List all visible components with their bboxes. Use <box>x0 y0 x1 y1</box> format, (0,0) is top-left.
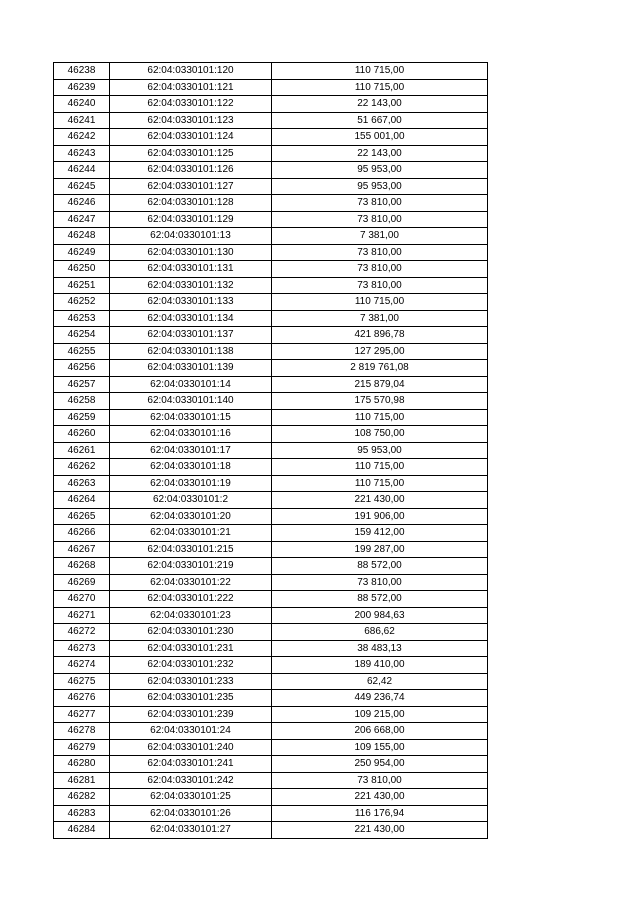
row-number-cell: 46262 <box>54 459 110 476</box>
cadastral-value-cell: 200 984,63 <box>272 607 488 624</box>
cadastral-number-cell: 62:04:0330101:140 <box>110 393 272 410</box>
row-number-cell: 46255 <box>54 343 110 360</box>
cadastral-number-cell: 62:04:0330101:222 <box>110 591 272 608</box>
cadastral-value-cell: 175 570,98 <box>272 393 488 410</box>
table-row <box>54 376 488 393</box>
cadastral-number-cell: 62:04:0330101:25 <box>110 789 272 806</box>
table-row <box>54 211 488 228</box>
cadastral-value-cell: 686,62 <box>272 624 488 641</box>
cadastral-number-cell: 62:04:0330101:232 <box>110 657 272 674</box>
table-row <box>54 145 488 162</box>
cadastral-value-cell: 206 668,00 <box>272 723 488 740</box>
row-number-cell: 46253 <box>54 310 110 327</box>
row-number-cell: 46257 <box>54 376 110 393</box>
cadastral-number-cell: 62:04:0330101:131 <box>110 261 272 278</box>
row-number-cell: 46250 <box>54 261 110 278</box>
cadastral-value-cell: 95 953,00 <box>272 162 488 179</box>
cadastral-value-cell: 73 810,00 <box>272 211 488 228</box>
row-number-cell: 46264 <box>54 492 110 509</box>
cadastral-value-cell: 73 810,00 <box>272 195 488 212</box>
table-row <box>54 327 488 344</box>
table-row <box>54 805 488 822</box>
cadastral-value-cell: 110 715,00 <box>272 294 488 311</box>
table-row <box>54 244 488 261</box>
cadastral-number-cell: 62:04:0330101:231 <box>110 640 272 657</box>
cadastral-value-cell: 88 572,00 <box>272 558 488 575</box>
cadastral-value-cell: 7 381,00 <box>272 310 488 327</box>
row-number-cell: 46254 <box>54 327 110 344</box>
row-number-cell: 46277 <box>54 706 110 723</box>
cadastral-number-cell: 62:04:0330101:22 <box>110 574 272 591</box>
table-row <box>54 508 488 525</box>
table-body <box>54 63 488 839</box>
table-row <box>54 79 488 96</box>
cadastral-number-cell: 62:04:0330101:138 <box>110 343 272 360</box>
row-number-cell: 46282 <box>54 789 110 806</box>
table-row <box>54 690 488 707</box>
table-row <box>54 129 488 146</box>
table-row <box>54 426 488 443</box>
row-number-cell: 46259 <box>54 409 110 426</box>
row-number-cell: 46280 <box>54 756 110 773</box>
cadastral-number-cell: 62:04:0330101:21 <box>110 525 272 542</box>
table-row <box>54 624 488 641</box>
cadastral-value-cell: 95 953,00 <box>272 442 488 459</box>
cadastral-value-cell: 7 381,00 <box>272 228 488 245</box>
row-number-cell: 46266 <box>54 525 110 542</box>
cadastral-number-cell: 62:04:0330101:14 <box>110 376 272 393</box>
cadastral-value-cell: 62,42 <box>272 673 488 690</box>
table-row <box>54 525 488 542</box>
row-number-cell: 46245 <box>54 178 110 195</box>
table-row <box>54 310 488 327</box>
cadastral-number-cell: 62:04:0330101:215 <box>110 541 272 558</box>
cadastral-value-cell: 110 715,00 <box>272 459 488 476</box>
cadastral-value-cell: 73 810,00 <box>272 277 488 294</box>
row-number-cell: 46246 <box>54 195 110 212</box>
cadastral-number-cell: 62:04:0330101:133 <box>110 294 272 311</box>
row-number-cell: 46244 <box>54 162 110 179</box>
cadastral-value-cell: 22 143,00 <box>272 96 488 113</box>
cadastral-number-cell: 62:04:0330101:219 <box>110 558 272 575</box>
cadastral-value-cell: 95 953,00 <box>272 178 488 195</box>
row-number-cell: 46271 <box>54 607 110 624</box>
cadastral-value-cell: 109 155,00 <box>272 739 488 756</box>
table-row <box>54 112 488 129</box>
cadastral-value-cell: 38 483,13 <box>272 640 488 657</box>
cadastral-value-cell: 73 810,00 <box>272 574 488 591</box>
cadastral-value-cell: 110 715,00 <box>272 63 488 80</box>
row-number-cell: 46284 <box>54 822 110 839</box>
row-number-cell: 46239 <box>54 79 110 96</box>
cadastral-number-cell: 62:04:0330101:124 <box>110 129 272 146</box>
cadastral-value-cell: 109 215,00 <box>272 706 488 723</box>
cadastral-value-cell: 108 750,00 <box>272 426 488 443</box>
cadastral-number-cell: 62:04:0330101:139 <box>110 360 272 377</box>
cadastral-number-cell: 62:04:0330101:130 <box>110 244 272 261</box>
row-number-cell: 46281 <box>54 772 110 789</box>
table-row <box>54 409 488 426</box>
row-number-cell: 46265 <box>54 508 110 525</box>
cadastral-number-cell: 62:04:0330101:129 <box>110 211 272 228</box>
row-number-cell: 46275 <box>54 673 110 690</box>
row-number-cell: 46251 <box>54 277 110 294</box>
table-row <box>54 393 488 410</box>
row-number-cell: 46242 <box>54 129 110 146</box>
cadastral-number-cell: 62:04:0330101:23 <box>110 607 272 624</box>
cadastral-number-cell: 62:04:0330101:16 <box>110 426 272 443</box>
row-number-cell: 46276 <box>54 690 110 707</box>
row-number-cell: 46274 <box>54 657 110 674</box>
cadastral-value-cell: 88 572,00 <box>272 591 488 608</box>
row-number-cell: 46258 <box>54 393 110 410</box>
table-row <box>54 756 488 773</box>
row-number-cell: 46278 <box>54 723 110 740</box>
cadastral-value-cell: 215 879,04 <box>272 376 488 393</box>
cadastral-value-cell: 250 954,00 <box>272 756 488 773</box>
table-row <box>54 277 488 294</box>
cadastral-value-table <box>53 62 488 839</box>
cadastral-value-cell: 155 001,00 <box>272 129 488 146</box>
cadastral-value-cell: 127 295,00 <box>272 343 488 360</box>
table-row <box>54 772 488 789</box>
cadastral-number-cell: 62:04:0330101:239 <box>110 706 272 723</box>
table-row <box>54 739 488 756</box>
row-number-cell: 46272 <box>54 624 110 641</box>
table-row <box>54 558 488 575</box>
cadastral-value-cell: 189 410,00 <box>272 657 488 674</box>
row-number-cell: 46269 <box>54 574 110 591</box>
row-number-cell: 46238 <box>54 63 110 80</box>
row-number-cell: 46240 <box>54 96 110 113</box>
cadastral-number-cell: 62:04:0330101:127 <box>110 178 272 195</box>
cadastral-value-cell: 73 810,00 <box>272 261 488 278</box>
table-row <box>54 195 488 212</box>
row-number-cell: 46260 <box>54 426 110 443</box>
cadastral-number-cell: 62:04:0330101:27 <box>110 822 272 839</box>
cadastral-number-cell: 62:04:0330101:24 <box>110 723 272 740</box>
cadastral-value-cell: 51 667,00 <box>272 112 488 129</box>
table-row <box>54 723 488 740</box>
cadastral-number-cell: 62:04:0330101:123 <box>110 112 272 129</box>
cadastral-number-cell: 62:04:0330101:242 <box>110 772 272 789</box>
cadastral-number-cell: 62:04:0330101:230 <box>110 624 272 641</box>
cadastral-number-cell: 62:04:0330101:26 <box>110 805 272 822</box>
table-row <box>54 789 488 806</box>
cadastral-value-cell: 191 906,00 <box>272 508 488 525</box>
cadastral-value-cell: 116 176,94 <box>272 805 488 822</box>
row-number-cell: 46263 <box>54 475 110 492</box>
table-row <box>54 162 488 179</box>
cadastral-value-cell: 221 430,00 <box>272 492 488 509</box>
row-number-cell: 46279 <box>54 739 110 756</box>
cadastral-number-cell: 62:04:0330101:121 <box>110 79 272 96</box>
cadastral-number-cell: 62:04:0330101:128 <box>110 195 272 212</box>
table-row <box>54 459 488 476</box>
table-row <box>54 343 488 360</box>
table-row <box>54 673 488 690</box>
row-number-cell: 46243 <box>54 145 110 162</box>
cadastral-value-cell: 73 810,00 <box>272 244 488 261</box>
row-number-cell: 46247 <box>54 211 110 228</box>
cadastral-number-cell: 62:04:0330101:137 <box>110 327 272 344</box>
cadastral-value-cell: 199 287,00 <box>272 541 488 558</box>
cadastral-number-cell: 62:04:0330101:19 <box>110 475 272 492</box>
cadastral-number-cell: 62:04:0330101:17 <box>110 442 272 459</box>
table-row <box>54 706 488 723</box>
table-row <box>54 591 488 608</box>
cadastral-number-cell: 62:04:0330101:18 <box>110 459 272 476</box>
table-row <box>54 442 488 459</box>
cadastral-value-cell: 22 143,00 <box>272 145 488 162</box>
cadastral-number-cell: 62:04:0330101:20 <box>110 508 272 525</box>
row-number-cell: 46270 <box>54 591 110 608</box>
table-row <box>54 261 488 278</box>
table-row <box>54 640 488 657</box>
cadastral-value-cell: 221 430,00 <box>272 822 488 839</box>
cadastral-number-cell: 62:04:0330101:125 <box>110 145 272 162</box>
row-number-cell: 46267 <box>54 541 110 558</box>
table-row <box>54 657 488 674</box>
cadastral-number-cell: 62:04:0330101:233 <box>110 673 272 690</box>
cadastral-value-cell: 73 810,00 <box>272 772 488 789</box>
row-number-cell: 46241 <box>54 112 110 129</box>
cadastral-value-cell: 159 412,00 <box>272 525 488 542</box>
row-number-cell: 46252 <box>54 294 110 311</box>
cadastral-number-cell: 62:04:0330101:134 <box>110 310 272 327</box>
row-number-cell: 46248 <box>54 228 110 245</box>
table-row <box>54 607 488 624</box>
cadastral-value-cell: 421 896,78 <box>272 327 488 344</box>
table-row <box>54 492 488 509</box>
row-number-cell: 46268 <box>54 558 110 575</box>
table-row <box>54 360 488 377</box>
cadastral-number-cell: 62:04:0330101:235 <box>110 690 272 707</box>
table-row <box>54 96 488 113</box>
row-number-cell: 46261 <box>54 442 110 459</box>
cadastral-number-cell: 62:04:0330101:241 <box>110 756 272 773</box>
cadastral-value-cell: 2 819 761,08 <box>272 360 488 377</box>
cadastral-number-cell: 62:04:0330101:122 <box>110 96 272 113</box>
cadastral-value-cell: 449 236,74 <box>272 690 488 707</box>
table-row <box>54 541 488 558</box>
row-number-cell: 46273 <box>54 640 110 657</box>
cadastral-number-cell: 62:04:0330101:126 <box>110 162 272 179</box>
cadastral-number-cell: 62:04:0330101:132 <box>110 277 272 294</box>
table-row <box>54 63 488 80</box>
cadastral-number-cell: 62:04:0330101:2 <box>110 492 272 509</box>
row-number-cell: 46283 <box>54 805 110 822</box>
table-row <box>54 294 488 311</box>
row-number-cell: 46249 <box>54 244 110 261</box>
row-number-cell: 46256 <box>54 360 110 377</box>
table-row <box>54 574 488 591</box>
table-row <box>54 475 488 492</box>
cadastral-number-cell: 62:04:0330101:240 <box>110 739 272 756</box>
cadastral-number-cell: 62:04:0330101:13 <box>110 228 272 245</box>
table-row <box>54 228 488 245</box>
cadastral-number-cell: 62:04:0330101:120 <box>110 63 272 80</box>
cadastral-value-cell: 110 715,00 <box>272 79 488 96</box>
cadastral-value-cell: 221 430,00 <box>272 789 488 806</box>
cadastral-value-cell: 110 715,00 <box>272 475 488 492</box>
table-row <box>54 178 488 195</box>
table-row <box>54 822 488 839</box>
cadastral-value-cell: 110 715,00 <box>272 409 488 426</box>
cadastral-number-cell: 62:04:0330101:15 <box>110 409 272 426</box>
